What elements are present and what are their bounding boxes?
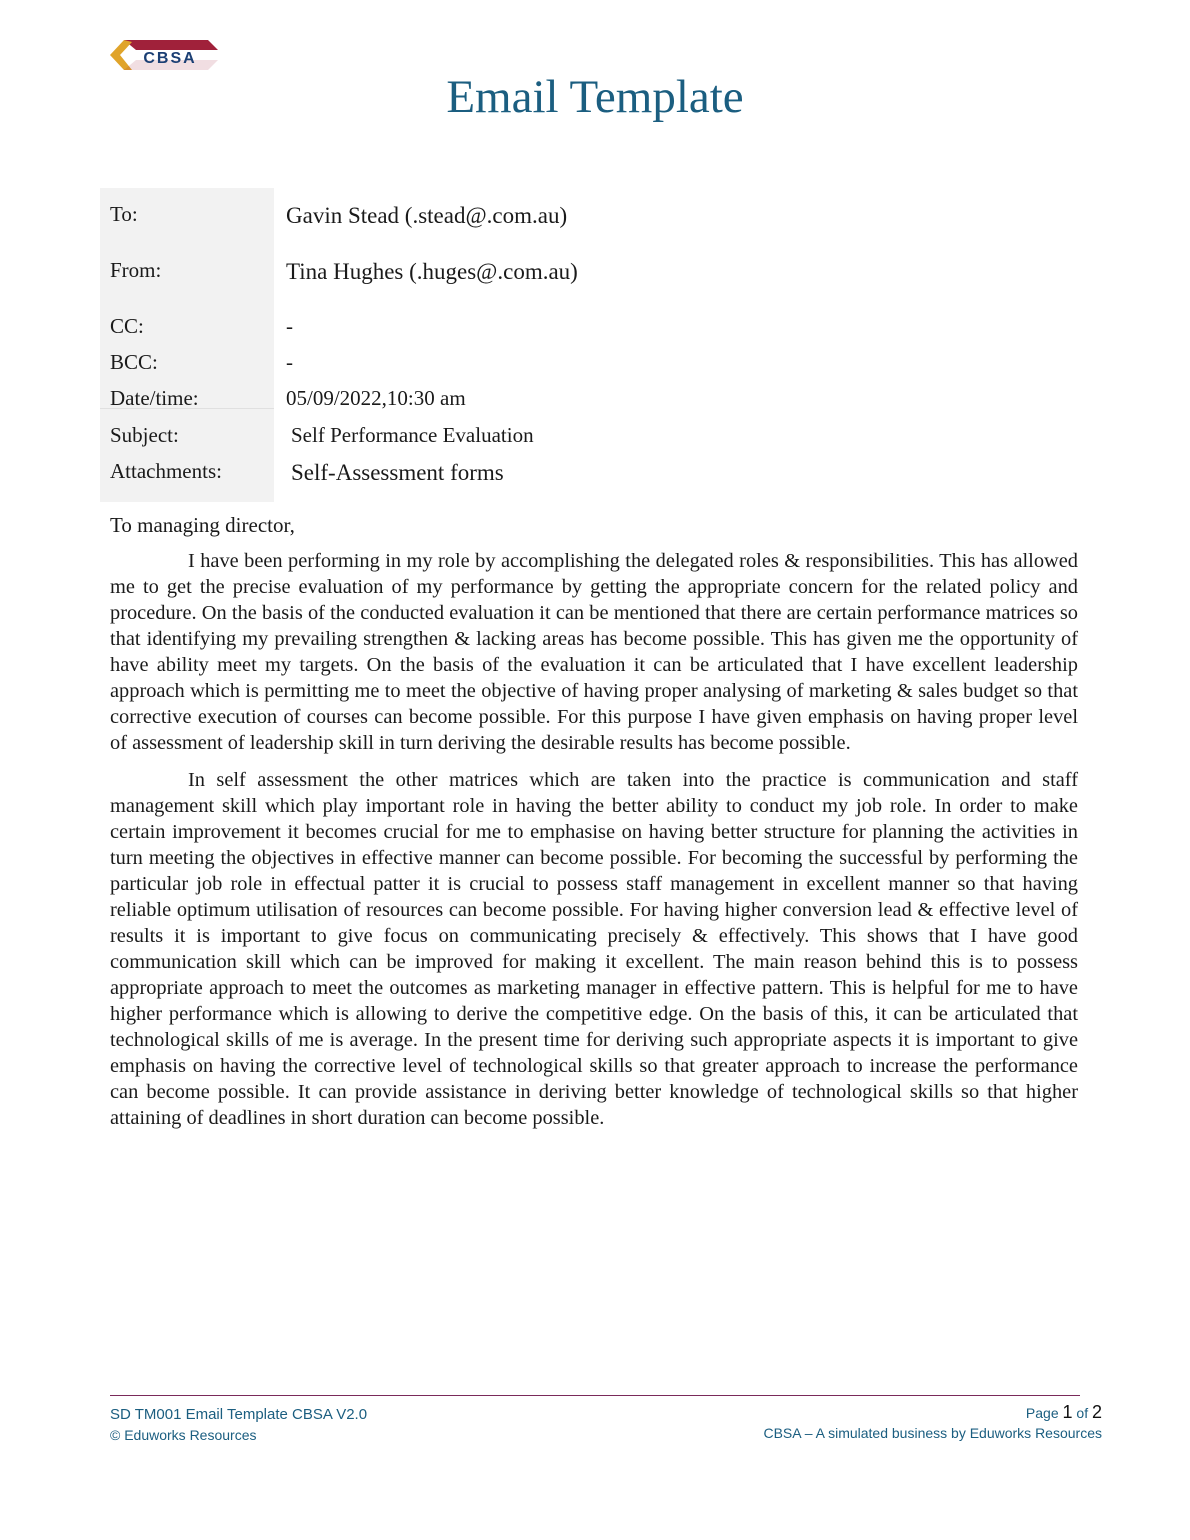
- attachments-label: Attachments:: [110, 459, 222, 483]
- logo-text: CBSA: [143, 50, 197, 67]
- page-current: 1: [1062, 1402, 1073, 1422]
- greeting: To managing director,: [110, 513, 295, 537]
- page-word: Page: [1025, 1405, 1059, 1421]
- copyright: © Eduworks Resources: [110, 1427, 257, 1443]
- page-indicator: [763, 1402, 1102, 1423]
- bcc-value: -: [286, 350, 293, 374]
- bcc-label: BCC:: [110, 350, 158, 374]
- from-value: Tina Hughes (.huges@.com.au): [286, 259, 578, 284]
- label-column: [100, 188, 274, 502]
- document-reference: SD TM001 Email Template CBSA V2.0: [110, 1406, 368, 1423]
- to-value: Gavin Stead (.stead@.com.au): [286, 203, 568, 228]
- footer-right: [763, 1402, 1102, 1441]
- email-body: [110, 548, 1078, 1142]
- subject-value: Self Performance Evaluation: [291, 423, 534, 447]
- footer-left: [110, 1406, 367, 1443]
- page-total: 2: [1091, 1402, 1102, 1422]
- date-label: Date/time:: [110, 386, 199, 410]
- to-label: To:: [110, 202, 138, 226]
- page-of: of: [1076, 1405, 1089, 1421]
- footer-tagline: CBSA – A simulated business by Eduworks Resources: [763, 1425, 1102, 1441]
- document-title: Email Template: [446, 71, 744, 123]
- footer-divider: [110, 1395, 1080, 1396]
- body-paragraph: In self assessment the other matrices which are taken into the practice is communication and staff management skill which play important role in having the better ability to conduct my job role. In order to make certain improvement it becomes crucial for me to emphasise on having better structure for planning the activities in turn meeting the objectives in effective manner can become possible. For becoming the successful by performing the particular job role in effectual patter it is crucial to possess staff management in excellent manner so that having reliable optimum utilisation of resources can become possible. For having higher conversion lead & effective level of results it is important to give focus on communicating precisely & effectively. This shows that I have good communication skill which can be improved for making it excellent. The main reason behind this is to possess appropriate approach to meet the outcomes as marketing manager in effective pattern. This is helpful for me to have higher performance which is allowing to derive the competitive edge. On the basis of this, it can be articulated that technological skills of me is average. In the present time for deriving such appropriate aspects it is important to give emphasis on having the corrective level of technological skills so that greater approach to increase the performance can become possible. It can provide assistance in deriving better knowledge of technological skills so that higher attaining of deadlines in short duration can become possible.: [110, 769, 1078, 1129]
- cc-value: -: [286, 314, 293, 338]
- subject-label: Subject:: [110, 423, 179, 447]
- cbsa-logo: [110, 38, 224, 72]
- cc-label: CC:: [110, 314, 144, 338]
- date-value: 05/09/2022,10:30 am: [286, 386, 466, 410]
- from-label: From:: [110, 258, 162, 282]
- attachments-value: Self-Assessment forms: [291, 460, 504, 485]
- body-paragraph: I have been performing in my role by accomplishing the delegated roles & responsibilities. This has allowed me to get the precise evaluation of my performance by getting the appropriate concern for the related policy and procedure. On the basis of the conducted evaluation it can be mentioned that there are certain performance matrices so that identifying my prevailing strengthen & lacking areas has become possible. This has given me the opportunity of have ability meet my targets. On the basis of the evaluation it can be articulated that I have excellent leadership approach which is permitting me to meet the objective of having proper analysing of marketing & sales budget so that corrective execution of courses can become possible. For this purpose I have given emphasis on having proper level of assessment of leadership skill in turn deriving the desirable results has become possible.: [110, 550, 1078, 754]
